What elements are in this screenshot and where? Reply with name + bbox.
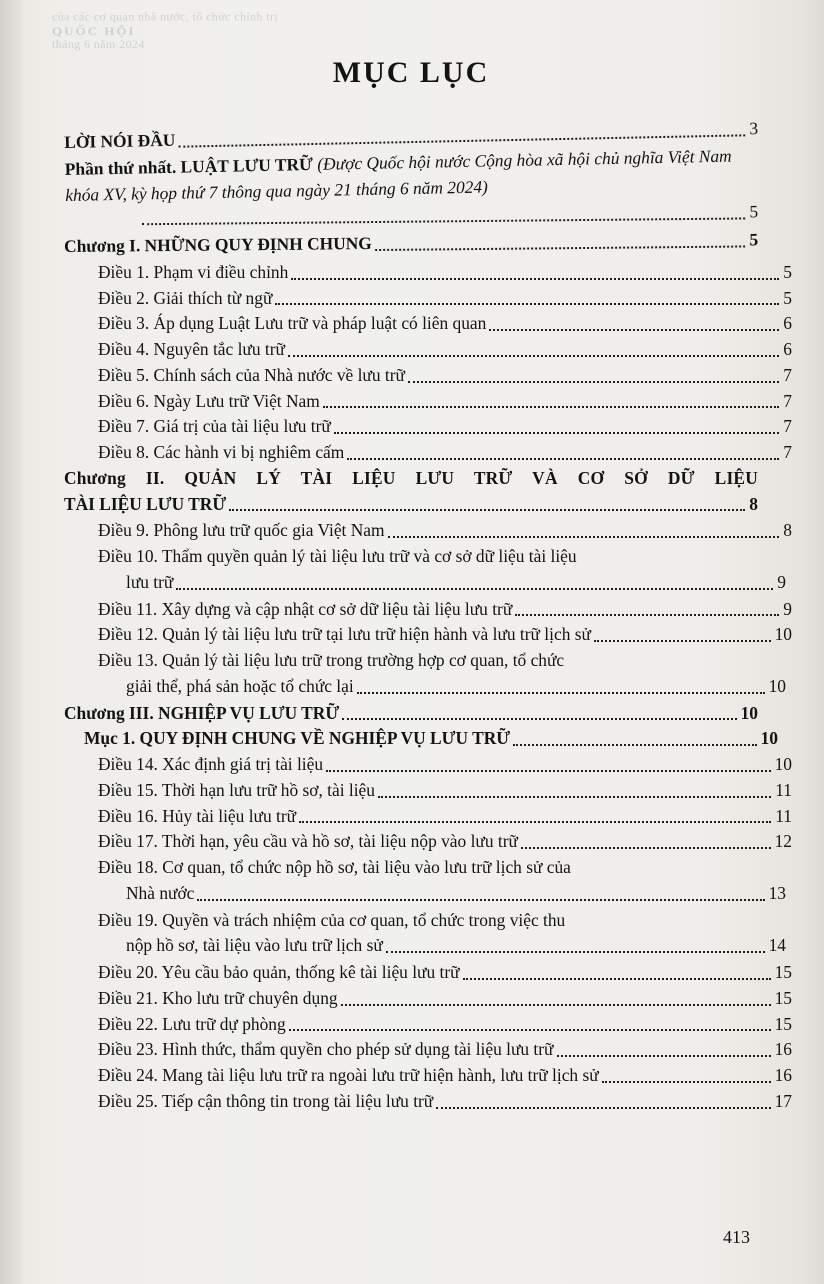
toc-entry-label-line2: lưu trữ bbox=[126, 571, 174, 592]
leader-dots bbox=[515, 614, 779, 616]
toc-entry-page: 16 bbox=[774, 1065, 792, 1085]
toc-entry-dieu-3[interactable] bbox=[98, 311, 792, 337]
toc-entry-page: 3 bbox=[749, 118, 759, 139]
toc-entry-page: 10 bbox=[760, 728, 778, 749]
toc-entry-label: LỜI NÓI ĐẦU bbox=[64, 129, 176, 152]
toc-entry-label: Điều 15. Thời hạn lưu trữ hồ sơ, tài liệu bbox=[98, 779, 375, 800]
toc-entry-label-bold: Phần thứ nhất. LUẬT LƯU TRỮ bbox=[64, 153, 318, 179]
toc-entry-page: 12 bbox=[774, 831, 792, 852]
leader-dots bbox=[275, 303, 779, 305]
toc-entry-dieu-7[interactable] bbox=[98, 414, 792, 440]
page-title: MỤC LỤC bbox=[332, 56, 490, 89]
toc-entry-page: 17 bbox=[774, 1090, 792, 1111]
leader-dots bbox=[299, 821, 771, 823]
toc-entry-dieu-13[interactable] bbox=[98, 648, 786, 700]
leader-dots bbox=[289, 1029, 771, 1031]
toc-entry-page: 5 bbox=[783, 261, 792, 282]
toc-entry-muc-1[interactable] bbox=[84, 726, 778, 752]
leader-dots bbox=[229, 509, 745, 511]
toc-entry-dieu-15[interactable] bbox=[98, 778, 792, 804]
toc-entry-dieu-4[interactable] bbox=[98, 337, 792, 363]
toc-entry-dieu-14[interactable] bbox=[98, 752, 792, 778]
leader-dots bbox=[347, 458, 779, 460]
leader-dots bbox=[288, 355, 779, 357]
bleed-line-2: QUỐC HỘI bbox=[52, 24, 136, 38]
leader-dots bbox=[176, 588, 773, 590]
toc-entry-dieu-12[interactable] bbox=[98, 622, 792, 648]
toc-entry-label: Điều 17. Thời hạn, yêu cầu và hồ sơ, tài liệu nộp vào lưu trữ bbox=[98, 831, 518, 852]
leader-dots bbox=[375, 245, 746, 251]
leader-dots bbox=[142, 217, 745, 225]
toc-entry-page: 10 bbox=[740, 702, 758, 723]
toc-entry-page: 10 bbox=[774, 624, 792, 645]
toc-entry-dieu-21[interactable] bbox=[98, 986, 792, 1012]
toc-entry-label: Điều 9. Phông lưu trữ quốc gia Việt Nam bbox=[98, 520, 385, 541]
toc-entry-dieu-22[interactable] bbox=[98, 1012, 792, 1038]
toc-entry-dieu-6[interactable] bbox=[98, 389, 792, 415]
toc-entry-page: 6 bbox=[783, 339, 792, 359]
toc-entry-label-line2: giải thể, phá sản hoặc tổ chức lại bbox=[126, 675, 354, 696]
toc-entry-page: 10 bbox=[774, 754, 792, 774]
toc-entry-dieu-9[interactable] bbox=[98, 518, 792, 544]
leader-dots bbox=[342, 718, 736, 720]
toc-entry-label: Điều 24. Mang tài liệu lưu trữ ra ngoài lưu trữ hiện hành, lưu trữ lịch sử bbox=[98, 1065, 599, 1085]
leader-dots bbox=[388, 536, 780, 538]
toc-entry-dieu-1[interactable] bbox=[98, 260, 792, 286]
leader-dots bbox=[323, 406, 780, 408]
leader-dots bbox=[557, 1055, 771, 1057]
leader-dots bbox=[489, 329, 779, 331]
toc-entry-dieu-8[interactable] bbox=[98, 440, 792, 466]
leader-dots bbox=[436, 1107, 770, 1109]
toc-entry-dieu-23[interactable] bbox=[98, 1037, 792, 1063]
toc-entry-label-italic: (Được Quốc hội nước Cộng hòa xã hội chủ nghĩa Việt Nam khóa XV, kỳ họp thứ 7 thông qua ngày 21 tháng 6 năm 2024) bbox=[65, 145, 732, 205]
toc-entry-page: 7 bbox=[783, 364, 792, 385]
toc-entry-phan-thu-nhat-tail[interactable] bbox=[64, 200, 758, 232]
leader-dots bbox=[291, 278, 779, 280]
table-of-contents bbox=[64, 118, 792, 1115]
toc-entry-dieu-11[interactable] bbox=[98, 597, 792, 623]
toc-skewed-group bbox=[64, 116, 759, 208]
toc-entry-dieu-2[interactable] bbox=[98, 286, 792, 312]
toc-entry-label: Chương III. NGHIỆP VỤ LƯU TRỮ bbox=[64, 702, 340, 723]
toc-entry-label: Điều 20. Yêu cầu bảo quản, thống kê tài liệu lưu trữ bbox=[98, 962, 460, 982]
toc-entry-label: Điều 21. Kho lưu trữ chuyên dụng bbox=[98, 987, 338, 1008]
toc-entry-dieu-10[interactable] bbox=[98, 544, 786, 596]
toc-entry-label: Điều 23. Hình thức, thẩm quyền cho phép sử dụng tài liệu lưu trữ bbox=[98, 1039, 554, 1060]
toc-entry-page: 9 bbox=[777, 571, 786, 592]
leader-dots bbox=[334, 432, 780, 434]
toc-entry-label-line1: Điều 19. Quyền và trách nhiệm của cơ quan, tổ chức trong việc thu bbox=[98, 909, 566, 930]
toc-entry-page: 15 bbox=[774, 962, 792, 982]
toc-entry-label-line2: nộp hồ sơ, tài liệu vào lưu trữ lịch sử bbox=[126, 935, 383, 956]
leader-dots bbox=[463, 978, 771, 980]
toc-entry-dieu-19[interactable] bbox=[98, 908, 786, 960]
toc-entry-label-line2: TÀI LIỆU LƯU TRỮ bbox=[64, 493, 227, 514]
toc-entry-page: 15 bbox=[774, 987, 792, 1008]
toc-entry-label: Điều 16. Hủy tài liệu lưu trữ bbox=[98, 805, 297, 826]
toc-entry-page: 15 bbox=[774, 1013, 792, 1034]
toc-entry-label-line1: Điều 10. Thẩm quyền quản lý tài liệu lưu trữ và cơ sở dữ liệu tài liệu bbox=[98, 546, 577, 566]
toc-entry-page: 6 bbox=[783, 313, 792, 334]
leader-dots bbox=[197, 899, 764, 901]
toc-entry-page: 14 bbox=[768, 935, 786, 956]
leader-dots bbox=[378, 796, 771, 798]
toc-entry-page: 8 bbox=[783, 520, 792, 541]
toc-entry-page: 8 bbox=[749, 493, 758, 514]
toc-entry-label: Chương I. NHỮNG QUY ĐỊNH CHUNG bbox=[64, 233, 372, 256]
toc-entry-label-line1: Điều 13. Quản lý tài liệu lưu trữ trong trường hợp cơ quan, tổ chức bbox=[98, 650, 565, 670]
toc-entry-label: Điều 11. Xây dựng và cập nhật cơ sở dữ liệu tài liệu lưu trữ bbox=[98, 598, 513, 619]
toc-entry-label: Điều 8. Các hành vi bị nghiêm cấm bbox=[98, 442, 345, 462]
toc-entry-label: Điều 7. Giá trị của tài liệu lưu trữ bbox=[98, 416, 331, 437]
toc-entry-page: 10 bbox=[768, 675, 786, 696]
toc-entry-label: Điều 4. Nguyên tắc lưu trữ bbox=[98, 339, 285, 359]
toc-entry-dieu-17[interactable] bbox=[98, 829, 792, 855]
leader-dots bbox=[408, 381, 779, 383]
bleed-line-3: tháng 6 năm 2024 bbox=[52, 37, 145, 51]
toc-entry-page: 7 bbox=[783, 390, 792, 411]
leader-dots bbox=[594, 640, 771, 642]
toc-entry-label: Mục 1. QUY ĐỊNH CHUNG VỀ NGHIỆP VỤ LƯU TRỮ bbox=[84, 728, 511, 749]
toc-entry-label: Điều 22. Lưu trữ dự phòng bbox=[98, 1013, 286, 1034]
toc-entry-dieu-24[interactable] bbox=[98, 1063, 792, 1089]
toc-entry-dieu-20[interactable] bbox=[98, 960, 792, 986]
toc-entry-chuong-2[interactable] bbox=[64, 466, 758, 518]
toc-entry-label-line1: Chương II. QUẢN LÝ TÀI LIỆU LƯU TRỮ VÀ CƠ SỞ DỮ LIỆU bbox=[64, 467, 758, 488]
page-folio: 413 bbox=[723, 1227, 750, 1247]
toc-entry-dieu-18[interactable] bbox=[98, 855, 786, 907]
toc-entry-dieu-5[interactable] bbox=[98, 363, 792, 389]
toc-entry-chuong-1[interactable] bbox=[64, 227, 758, 259]
toc-entry-page: 5 bbox=[749, 201, 759, 222]
toc-entry-page: 7 bbox=[783, 416, 792, 437]
toc-entry-page: 16 bbox=[774, 1039, 792, 1060]
toc-entry-label: Điều 25. Tiếp cận thông tin trong tài liệu lưu trữ bbox=[98, 1090, 434, 1111]
toc-entry-label: Điều 2. Giải thích từ ngữ bbox=[98, 287, 273, 308]
toc-entry-label: Điều 12. Quản lý tài liệu lưu trữ tại lưu trữ hiện hành và lưu trữ lịch sử bbox=[98, 624, 591, 645]
toc-entry-page: 11 bbox=[775, 779, 792, 800]
toc-entry-label: Điều 1. Phạm vi điều chỉnh bbox=[98, 261, 289, 282]
leader-dots bbox=[602, 1081, 771, 1083]
toc-entry-label-line2: Nhà nước bbox=[126, 882, 195, 903]
toc-entry-chuong-3[interactable] bbox=[64, 701, 758, 727]
toc-entry-page: 5 bbox=[783, 287, 792, 308]
toc-entry-label: Điều 5. Chính sách của Nhà nước về lưu trữ bbox=[98, 364, 405, 385]
leader-dots bbox=[341, 1004, 771, 1006]
toc-entry-page: 9 bbox=[783, 598, 792, 619]
toc-entry-page: 11 bbox=[775, 805, 792, 826]
leader-dots bbox=[357, 692, 765, 694]
leader-dots bbox=[521, 847, 771, 849]
toc-entry-label-line1: Điều 18. Cơ quan, tổ chức nộp hồ sơ, tài liệu vào lưu trữ lịch sử của bbox=[98, 857, 571, 877]
toc-entry-label: Điều 6. Ngày Lưu trữ Việt Nam bbox=[98, 390, 320, 411]
toc-entry-dieu-25[interactable] bbox=[98, 1089, 792, 1115]
toc-entry-label: Điều 3. Áp dụng Luật Lưu trữ và pháp luật có liên quan bbox=[98, 313, 487, 334]
bleed-line-1: của các cơ quan nhà nước, tổ chức chính trị bbox=[52, 10, 279, 24]
leader-dots bbox=[513, 744, 757, 746]
toc-entry-label: Điều 14. Xác định giá trị tài liệu bbox=[98, 754, 324, 774]
leader-dots bbox=[326, 770, 771, 772]
toc-entry-page: 5 bbox=[749, 229, 759, 250]
leader-dots bbox=[386, 951, 765, 953]
toc-entry-page: 7 bbox=[783, 442, 792, 462]
toc-entry-dieu-16[interactable] bbox=[98, 804, 792, 830]
toc-entry-page: 13 bbox=[768, 882, 786, 903]
